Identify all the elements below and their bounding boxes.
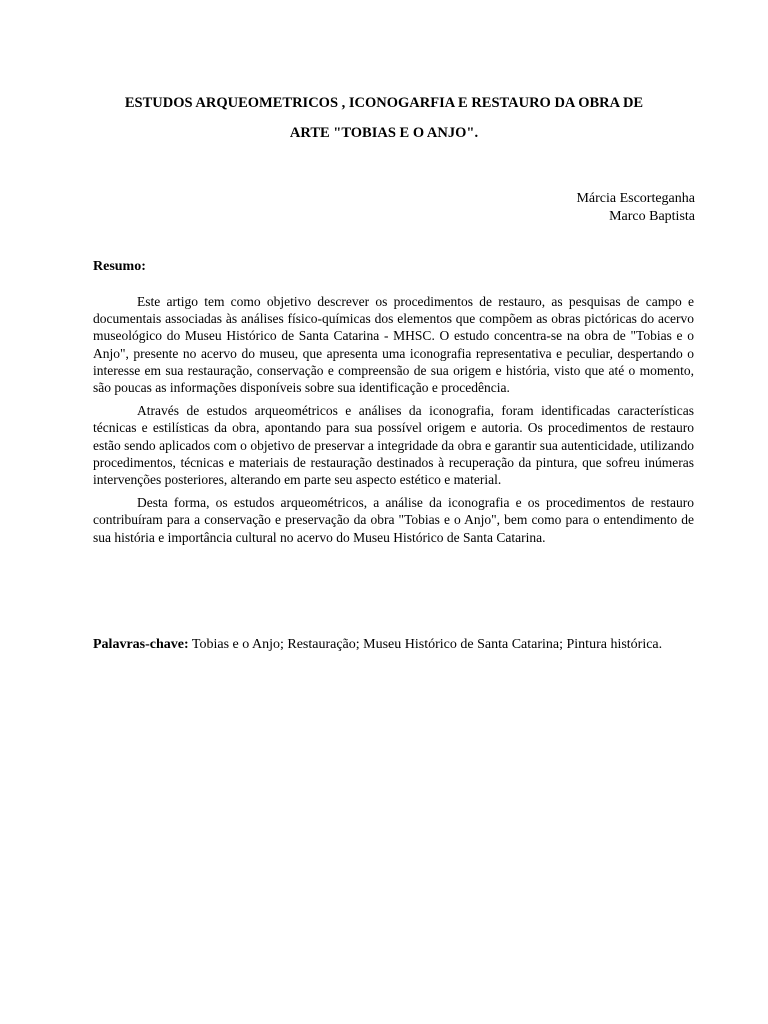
- author-name: Márcia Escorteganha: [576, 191, 695, 206]
- abstract-paragraph: Desta forma, os estudos arqueométricos, a análise da iconografia e os procedimentos de restauro contribuíram para a conservação e preservação da obra "Tobias e o Anjo", bem como para o entendimento de sua história e importância cultural no acervo do Museu Histórico de Santa Catarina.: [93, 495, 694, 545]
- keywords-label: Palavras-chave:: [93, 637, 189, 652]
- author-name: Marco Baptista: [609, 209, 695, 224]
- keywords-text: Tobias e o Anjo; Restauração; Museu Histórico de Santa Catarina; Pintura histórica.: [188, 637, 663, 652]
- abstract-paragraph: Este artigo tem como objetivo descrever os procedimentos de restauro, as pesquisas de campo e documentais associadas às análises físico-químicas dos elementos que compõem as obras pictóricas do acervo museológico do Museu Histórico de Santa Catarina - MHSC. O estudo concentra-se na obra de "Tobias e o Anjo", presente no acervo do museu, que apresenta uma iconografia representativa e peculiar, despertando o interesse em sua restauração, conservação e compreensão de sua origem e história, visto que até o momento, são poucas as informações disponíveis sobre sua identificação e procedência.: [93, 294, 694, 396]
- document-title-line-1: ESTUDOS ARQUEOMETRICOS , ICONOGARFIA E RESTAURO DA OBRA DE: [124, 95, 644, 111]
- authors-block: [576, 190, 695, 226]
- keywords-block: [93, 632, 694, 658]
- abstract-paragraph: Através de estudos arqueométricos e análises da iconografia, foram identificadas características técnicas e estilísticas da obra, apontando para sua possível origem e autoria. Os procedimentos de restauro estão sendo aplicados com o objetivo de preservar a integridade da obra e garantir sua autenticidade, utilizando procedimentos, técnicas e materiais de restauração destinados à recuperação da pintura, que sofreu inúmeras intervenções posteriores, alterando em parte seu aspecto estético e material.: [93, 403, 694, 488]
- abstract-body: [93, 293, 694, 546]
- document-title-line-2: ARTE "TOBIAS E O ANJO".: [289, 125, 479, 141]
- abstract-heading: Resumo:: [93, 259, 146, 274]
